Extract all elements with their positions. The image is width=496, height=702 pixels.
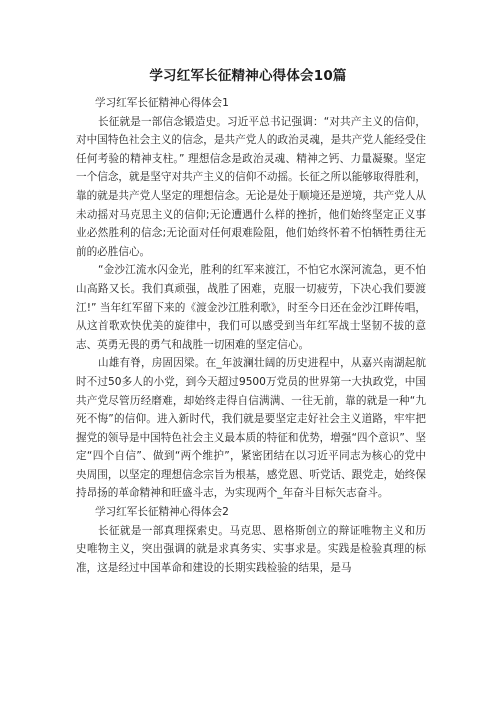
- paragraph: “金沙江流水闪金光，胜利的红军来渡江，不怕它水深河流急，更不怕山高路又长。我们真顽强，战胜了困难，克服一切疲劳，下决心我们要渡江!” 当年红军留下来的《渡金沙江胜利歌》，时至今日还在金沙江畔传唱，从这首歌欢快优美的旋律中，我们可以感受到当年红军战士坚韧不拔的意志、英勇无畏的勇气和战胜一切困难的坚定信心。: [76, 264, 426, 351]
- document-title: 学习红军长征精神心得体会10篇: [149, 68, 347, 84]
- section-heading: 学习红军长征精神心得体会2: [95, 506, 229, 519]
- paragraph: 长征就是一部真理探索史。马克思、恩格斯创立的辩证唯物主义和历史唯物主义，突出强调的就是求真务实、实事求是。实践是检验真理的标准，这是经过中国革命和建设的长期实践检验的结果，是马: [76, 524, 426, 574]
- section-heading: 学习红军长征精神心得体会1: [95, 97, 229, 109]
- paragraph: 山雄有脊，房固因梁。在_年波澜壮阔的历史进程中，从嘉兴南湖起航时不过50多人的小党，到今天超过9500万党员的世界第一大执政党，中国共产党尽管历经磨难，却始终走得自信满满、一往无前，靠的就是一种“九死不悔”的信仰。进入新时代，我们就是要坚定走好社会主义道路，牢牢把握党的领导是中国特色社会主义最本质的特征和优势，增强“四个意识”、坚定“四个自信”、做到“两个维护”，紧密团结在以习近平同志为核心的党中央周围，以坚定的理想信念宗旨为根基，感党恩、听党话、跟党走，始终保持昂扬的革命精神和旺盛斗志，为实现两个_年奋斗目标矢志奋斗。: [76, 357, 426, 500]
- paragraph: 长征就是一部信念锻造史。习近平总书记强调：“对共产主义的信仰，对中国特色社会主义的信念，是共产党人的政治灵魂，是共产党人能经受住任何考验的精神支柱。” 理想信念是政治灵魂、精神之钙、力量凝聚。坚定一个信念，就是坚守对共产主义的信仰不动摇。长征之所以能够取得胜利，靠的就是共产党人坚定的理想信念。无论是处于顺境还是逆境，共产党人从未动摇对马克思主义的信仰;无论遭遇什么样的挫折，他们始终坚定正义事业必然胜利的信念;无论面对任何艰难险阻，他们始终怀着不怕牺牲勇往无前的必胜信心。: [76, 115, 426, 258]
- document-body: [76, 94, 426, 577]
